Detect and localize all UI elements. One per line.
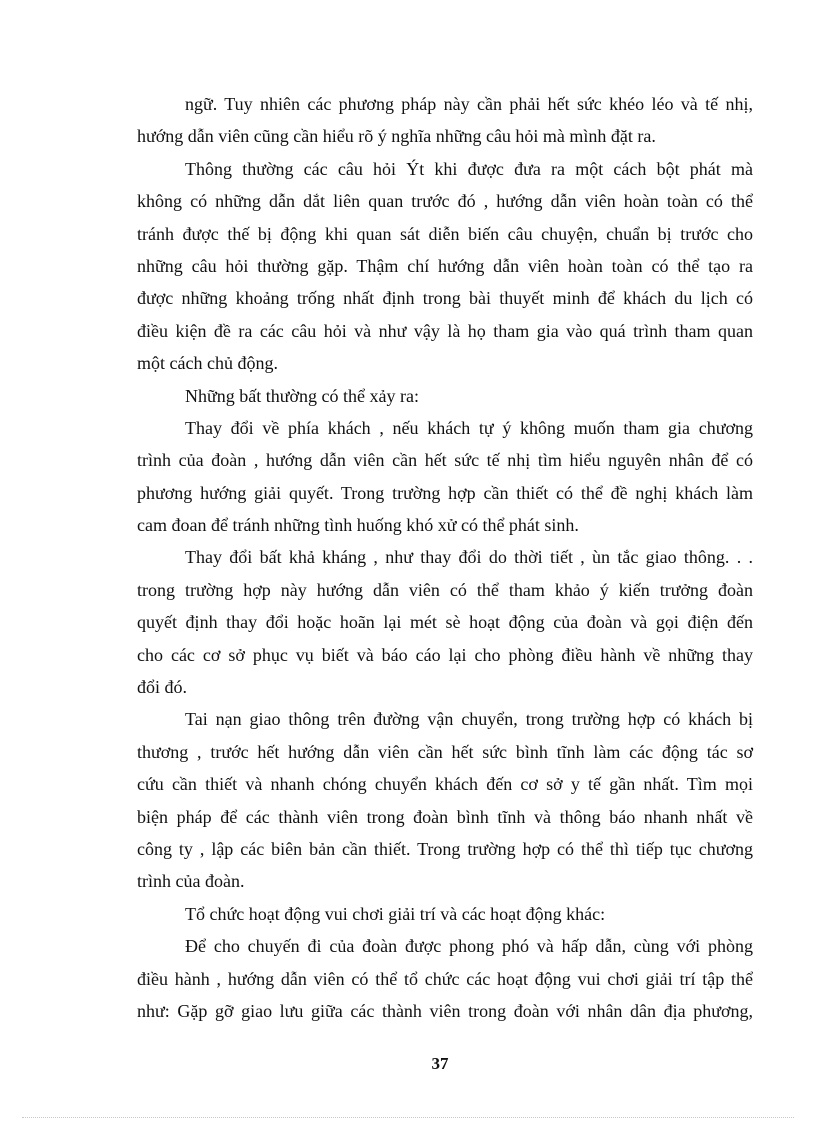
text-line: trong trường hợp này hướng dẫn viên có thể tham khảo ý kiến trưởng đoàn bbox=[137, 579, 753, 600]
text-line: Thay đổi bất khả kháng , như thay đổi do thời tiết , ùn tắc giao thông. . . bbox=[185, 547, 753, 568]
text-line: thương , trước hết hướng dẫn viên cần hết sức bình tĩnh làm các động tác sơ bbox=[137, 741, 753, 762]
text-line: Để cho chuyến đi của đoàn được phong phó và hấp dẫn, cùng với phòng bbox=[185, 936, 753, 957]
text-line: trình của đoàn , hướng dẫn viên cần hết sức tế nhị tìm hiểu nguyên nhân để có bbox=[137, 450, 753, 471]
text-line: quyết định thay đổi hoặc hoãn lại mét sè hoạt động của đoàn và gọi điện đến bbox=[137, 612, 753, 633]
text-line: Thông thường các câu hỏi Ýt khi được đưa ra một cách bột phát mà bbox=[185, 158, 753, 179]
text-line: cứu cần thiết và nhanh chóng chuyển khách đến cơ sở y tế gần nhất. Tìm mọi bbox=[137, 774, 753, 795]
page-number: 37 bbox=[431, 1054, 449, 1073]
text-line: công ty , lập các biên bản cần thiết. Trong trường hợp có thể thì tiếp tục chương bbox=[137, 838, 753, 859]
text-line: phương hướng giải quyết. Trong trường hợp cần thiết có thể đề nghị khách làm bbox=[137, 482, 753, 503]
text-line: tránh được thế bị động khi quan sát diễn biến câu chuyện, chuẩn bị trước cho bbox=[137, 223, 753, 244]
text-line: cam đoan để tránh những tình huống khó xử có thể phát sinh. bbox=[137, 515, 579, 536]
text-line: điều kiện đề ra các câu hỏi và như vậy là họ tham gia vào quá trình tham quan bbox=[137, 320, 753, 341]
page-body bbox=[137, 88, 753, 1027]
text-line: được những khoảng trống nhất định trong bài thuyết minh để khách du lịch có bbox=[137, 288, 753, 309]
text-line: trình của đoàn. bbox=[137, 871, 245, 892]
text-line: điều hành , hướng dẫn viên có thể tổ chức các hoạt động vui chơi giải trí tập thể bbox=[137, 968, 753, 989]
page-bottom-divider bbox=[22, 1117, 794, 1118]
text-line: những câu hỏi thường gặp. Thậm chí hướng dẫn viên hoàn toàn có thể tạo ra bbox=[137, 255, 753, 276]
text-line: đổi đó. bbox=[137, 677, 188, 698]
text-line: không có những dẫn dắt liên quan trước đó , hướng dẫn viên hoàn toàn có thể bbox=[137, 191, 753, 212]
text-line: ngữ. Tuy nhiên các phương pháp này cần phải hết sức khéo léo và tế nhị, bbox=[185, 94, 753, 114]
text-line: biện pháp để các thành viên trong đoàn bình tĩnh và thông báo nhanh nhất về bbox=[137, 806, 753, 827]
text-line: Thay đổi về phía khách , nếu khách tự ý không muốn tham gia chương bbox=[185, 417, 753, 438]
section-heading: Những bất thường có thể xảy ra: bbox=[185, 385, 419, 406]
text-line: một cách chủ động. bbox=[137, 353, 278, 374]
text-line: Tai nạn giao thông trên đường vận chuyển, trong trường hợp có khách bị bbox=[185, 709, 753, 730]
text-line: cho các cơ sở phục vụ biết và báo cáo lại cho phòng điều hành về những thay bbox=[137, 644, 753, 665]
text-line: như: Gặp gỡ giao lưu giữa các thành viên trong đoàn với nhân dân địa phương, bbox=[137, 1000, 753, 1021]
section-heading: Tổ chức hoạt động vui chơi giải trí và các hoạt động khác: bbox=[185, 903, 606, 924]
text-line: hướng dẫn viên cũng cần hiểu rõ ý nghĩa những câu hỏi mà mình đặt ra. bbox=[137, 126, 656, 147]
